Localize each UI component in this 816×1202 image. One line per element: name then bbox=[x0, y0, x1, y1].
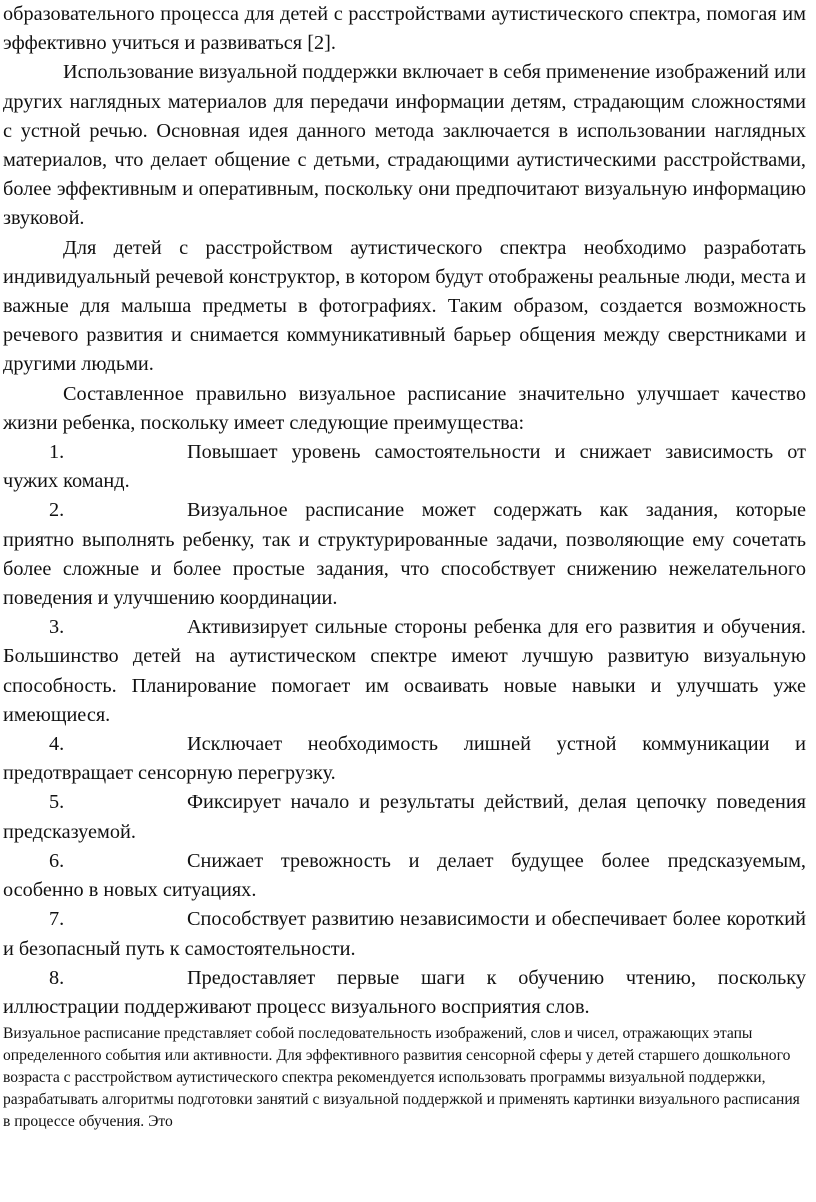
list-item-text: Предоставляет первые шаги к обучению чтению, поскольку иллюстрации поддерживают процесс визуального восприятия слов. bbox=[3, 966, 806, 1018]
paragraph-schedule-intro: Составленное правильно визуальное расписание значительно улучшает качество жизни ребенка, поскольку имеет следующие преимущества: bbox=[3, 382, 806, 434]
list-item-number: 1. bbox=[49, 441, 65, 464]
list-item-number: 8. bbox=[49, 966, 65, 989]
small-text-block bbox=[3, 1023, 806, 1133]
list-item-number: 6. bbox=[49, 849, 65, 872]
list-item bbox=[3, 964, 806, 1022]
paragraph-continuation: образовательного процесса для детей с расстройствами аутистического спектра, помогая им эффективно учиться и развиваться [2]. bbox=[3, 3, 806, 55]
list-item-number: 5. bbox=[49, 791, 65, 814]
list-item-number: 7. bbox=[49, 908, 65, 931]
list-item-text: Активизирует сильные стороны ребенка для его развития и обучения. Большинство детей на аутистическом спектре имеют лучшую развитую визуальную способность. Планирование помогает им осваивать новые навыки и улучшать уже имеющиеся. bbox=[3, 616, 806, 726]
list-item bbox=[3, 438, 806, 496]
list-item bbox=[3, 496, 806, 613]
paragraph-speech-constructor: Для детей с расстройством аутистического спектра необходимо разработать индивидуальный речевой конструктор, в котором будут отображены реальные люди, места и важные для малыша предметы в фотографиях. Таким образом, создается возможность речевого развития и снимается коммуникативный барьер общения между сверстниками и другими людьми. bbox=[3, 236, 806, 376]
paragraph-visual-support: Использование визуальной поддержки включает в себя применение изображений или других наглядных материалов для передачи информации детям, страдающим сложностями с устной речью. Основная идея данного метода заключается в использовании наглядных материалов, что делает общение с детьми, страдающими аутистическими расстройствами, более эффективным и оперативным, поскольку они предпочитают визуальную информацию звуковой. bbox=[3, 61, 806, 230]
list-item-text: Фиксирует начало и результаты действий, делая цепочку поведения предсказуемой. bbox=[3, 791, 806, 843]
advantages-list bbox=[3, 438, 806, 1022]
list-item-text: Визуальное расписание может содержать как задания, которые приятно выполнять ребенку, так и структурированные задачи, позволяющие ему сочетать более сложные и более простые задания, что способствует снижению нежелательного поведения и улучшению координации. bbox=[3, 499, 806, 610]
list-item-number: 4. bbox=[49, 733, 65, 756]
list-item-text: Повышает уровень самостоятельности и снижает зависимость от чужих команд. bbox=[3, 441, 806, 493]
list-item bbox=[3, 613, 806, 730]
list-item-number: 2. bbox=[49, 499, 65, 522]
list-item-number: 3. bbox=[49, 616, 65, 639]
list-item bbox=[3, 788, 806, 846]
main-text bbox=[3, 0, 806, 1022]
paragraph-visual-schedule-definition: Визуальное расписание представляет собой последовательность изображений, слов и чисел, отражающих этапы определенного события или активности. Для эффективного развития сенсорной сферы у детей старшего дошкольного возраста с расстройством аутистического спектра рекомендуется использовать программы визуальной поддержки, разрабатывать алгоритмы подготовки занятий с визуальной поддержкой и применять картинки визуального расписания в процессе обучения. Это bbox=[3, 1025, 800, 1131]
list-item bbox=[3, 730, 806, 788]
list-item bbox=[3, 847, 806, 905]
list-item-text: Способствует развитию независимости и обеспечивает более короткий и безопасный путь к самостоятельности. bbox=[3, 908, 806, 960]
list-item bbox=[3, 905, 806, 963]
list-item-text: Снижает тревожность и делает будущее более предсказуемым, особенно в новых ситуациях. bbox=[3, 849, 806, 902]
list-item-text: Исключает необходимость лишней устной коммуникации и предотвращает сенсорную перегрузку. bbox=[3, 733, 806, 785]
